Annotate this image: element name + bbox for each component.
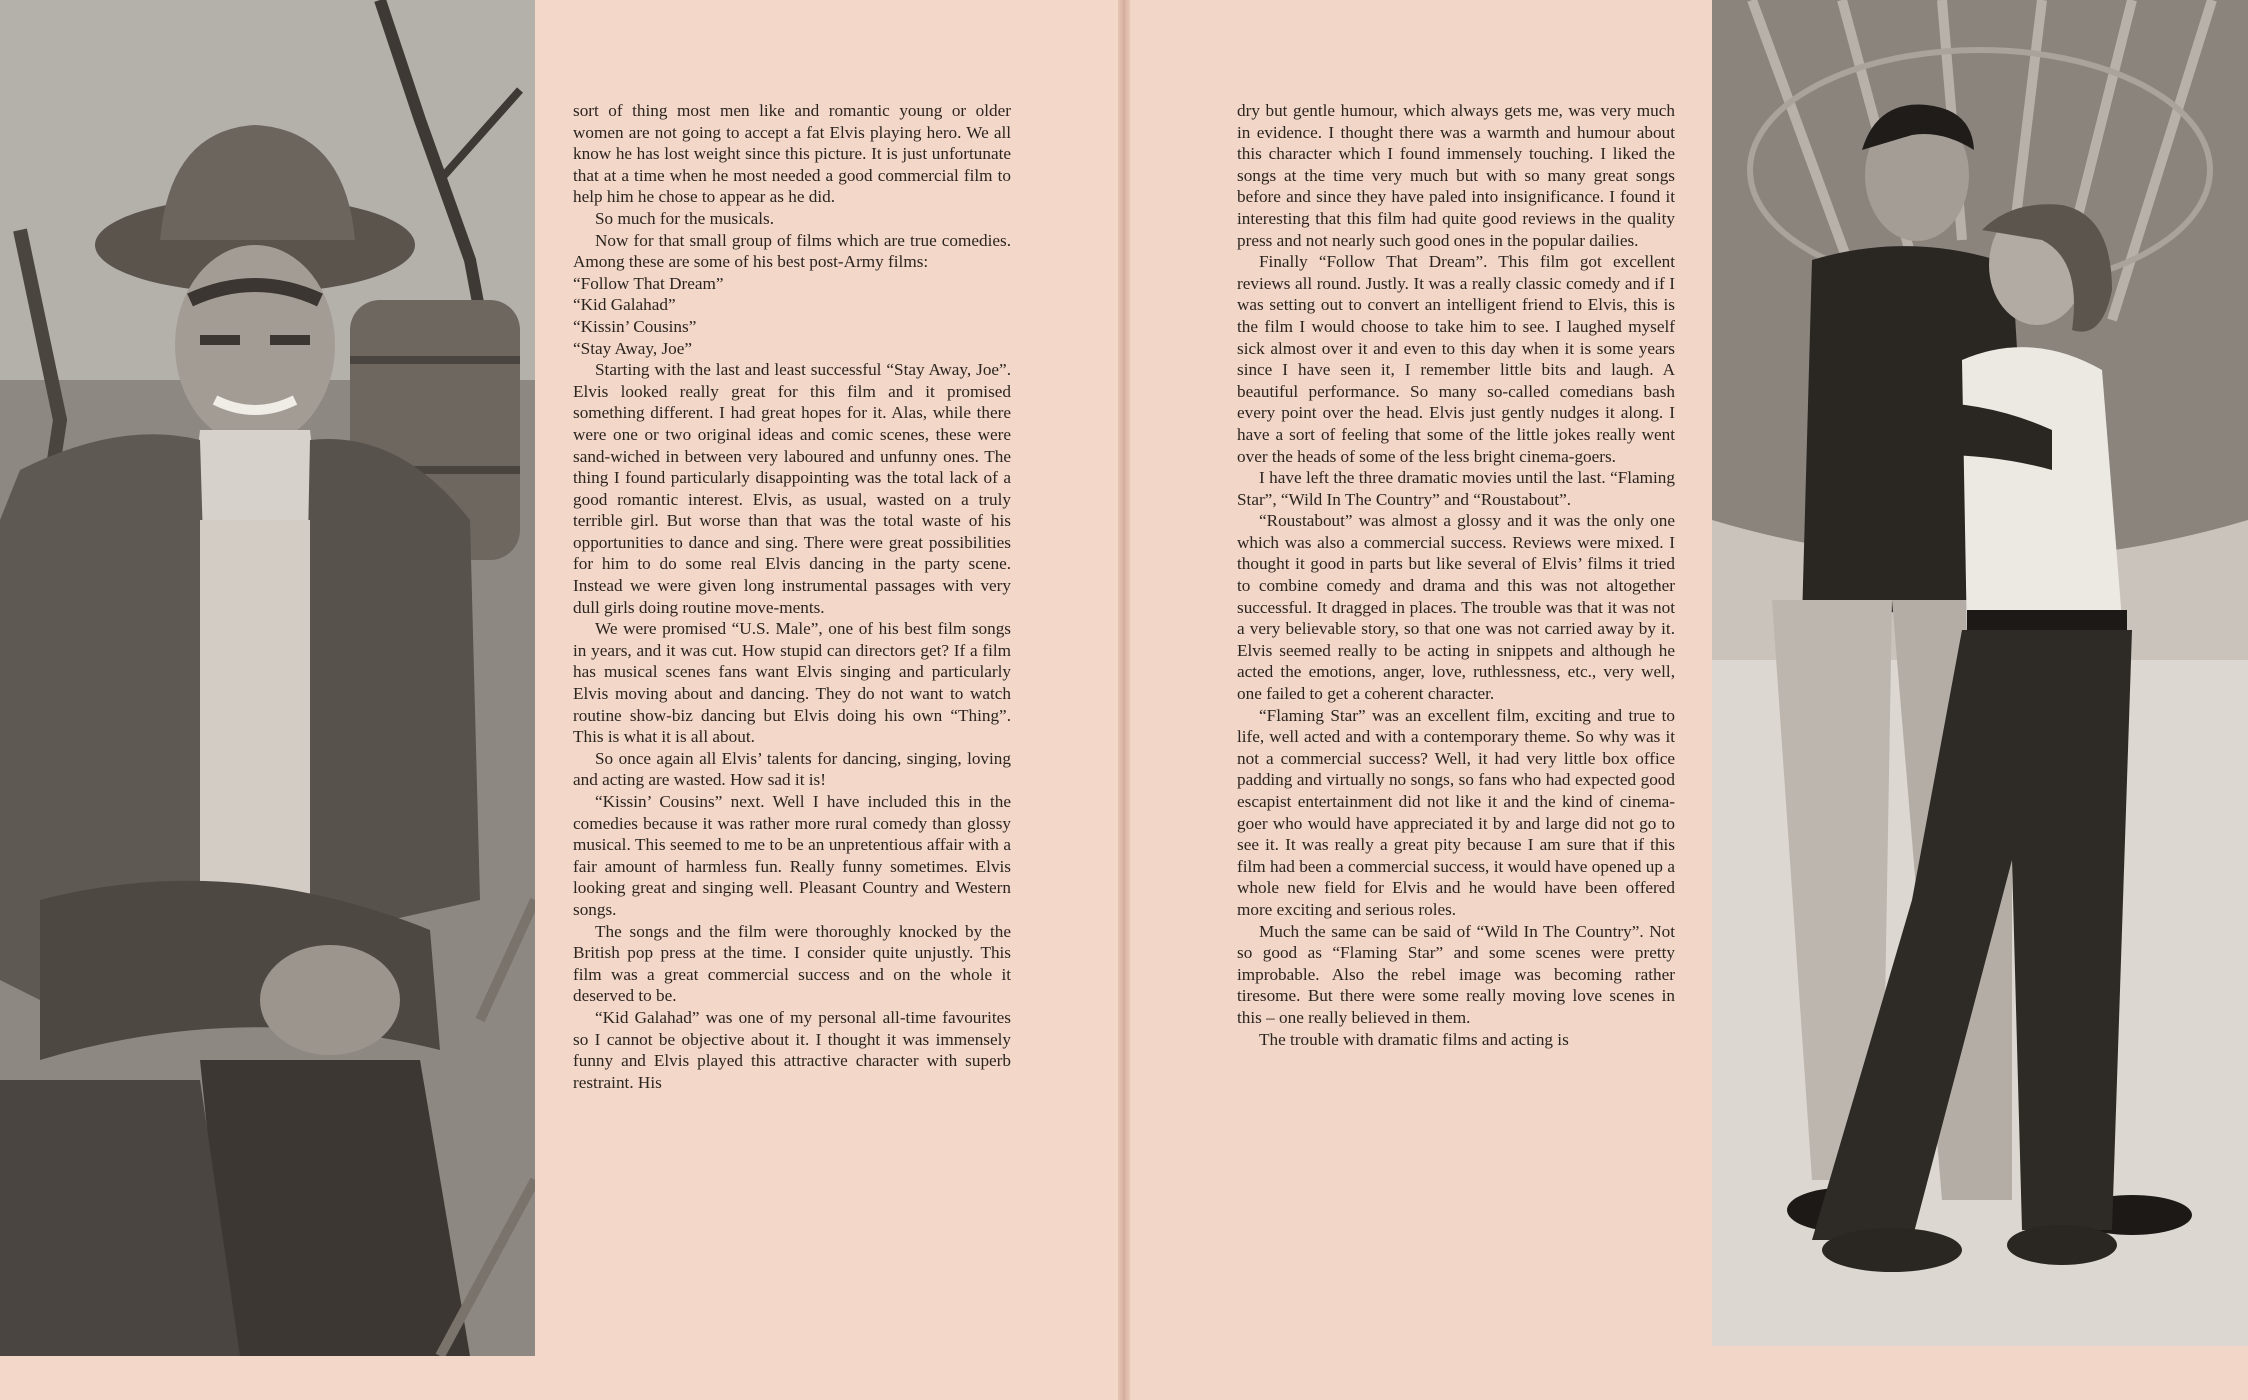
paragraph: Much the same can be said of “Wild In The Country”. Not so good as “Flaming Star” and some scenes were pretty improbable. Also the rebel image was becoming rather tiresome. But there were some really moving love scenes in this – one really believed in them. (1237, 921, 1675, 1027)
cowboy-portrait-photo (0, 0, 535, 1356)
paragraph: The songs and the film were thoroughly knocked by the British pop press at the time. I consider quite unjustly. This film was a great commercial success and on the whole it deserved to be. (573, 921, 1011, 1006)
paragraph: I have left the three dramatic movies until the last. “Flaming Star”, “Wild In The Country” and “Roustabout”. (1237, 468, 1675, 509)
film-list-item: “Kid Galahad” (573, 295, 676, 315)
paragraph: “Kid Galahad” was one of my personal all-time favourites so I cannot be objective about it. I thought it was immensely funny and Elvis played this attractive character with superb restraint. His (573, 1007, 1011, 1092)
paragraph: We were promised “U.S. Male”, one of his best film songs in years, and it was cut. How stupid can directors get? If a film has musical scenes fans want Elvis singing and particularly Elvis moving about and dancing. They do not want to watch routine show-biz dancing but Elvis doing his own “Thing”. This is what it is all about. (573, 619, 1011, 747)
paragraph: “Roustabout” was almost a glossy and it was the only one which was also a commercial success. Reviews were mixed. I thought it good in parts but like several of Elvis’ films it tried to combine comedy and drama and this was not altogether successful. It dragged in places. The trouble was that it was not a very believable story, so that one was not carried away by it. Elvis seemed really to be acting in snippets and although he acted the emotions, anger, love, ruthlessness, etc., very well, one failed to get a coherent character. (1237, 511, 1675, 704)
page-gutter (1118, 0, 1130, 1400)
article-column-right (1237, 100, 1675, 1050)
cowboy-photo-illustration (0, 0, 535, 1356)
couple-photo-illustration (1712, 0, 2248, 1346)
paragraph: Now for that small group of films which are true comedies. Among these are some of his best post-Army films: (573, 230, 1011, 272)
paragraph: “Flaming Star” was an excellent film, exciting and true to life, well acted and with a contemporary theme. So why was it not a commercial success? Well, it had very little box office padding and virtually no songs, so fans who had expected good escapist entertainment did not like it and the kind of cinema-goer who would have appreciated it by and large did not go to see it. It was really a great pity because I am sure that if this film had been a commercial success, it would have opened up a whole new field for Elvis and he would have been offered more exciting and serious roles. (1237, 705, 1675, 919)
paragraph: Starting with the last and least successful “Stay Away, Joe”. Elvis looked really great for this film and it promised something different. I had great hopes for it. Alas, while there were one or two original ideas and comic scenes, these were sand-wiched in between very laboured and unfunny ones. The thing I found particularly disappointing was the total lack of a good romantic interest. Elvis, as usual, wasted on a truly terrible girl. But worse than that was the total waste of his opportunities to dance and sing. There were great possibilities for him to do some real Elvis dancing in the party scene. Instead we were given long instrumental passages with very dull girls doing routine move-ments. (573, 360, 1011, 617)
paragraph: “Kissin’ Cousins” next. Well I have included this in the comedies because it was rather more rural comedy than glossy musical. This seemed to me to be an unpretentious affair with a fair amount of harmless fun. Really funny sometimes. Elvis looking great and singing well. Pleasant Country and Western songs. (573, 792, 1011, 919)
paragraph: The trouble with dramatic films and acting is (1259, 1029, 1569, 1049)
paragraph: dry but gentle humour, which always gets me, was very much in evidence. I thought there was a warmth and humour about this character which I found immensely touching. I liked the songs at the time very much but with so many great songs before and since they have paled into insignificance. I found it interesting that this film had quite good reviews in the quality press and not nearly such good ones in the popular dailies. (1237, 101, 1675, 250)
paragraph: Finally “Follow That Dream”. This film got excellent reviews all round. Justly. It was a really classic comedy and if I was setting out to convert an intelligent friend to Elvis, this is the film I would choose to take him to see. I laughed myself sick almost over it and even to this day when it is some years since I have seen it, I remember little bits and laugh. A beautiful performance. So many so-called comedians bash every point over the head. Elvis just gently nudges it along. I have a sort of feeling that some of the little jokes really went over the heads of some of the less bright cinema-goers. (1237, 252, 1675, 466)
paragraph: So much for the musicals. (595, 208, 775, 228)
film-list-item: “Stay Away, Joe” (573, 338, 693, 358)
paragraph: sort of thing most men like and romantic young or older women are not going to accept a fat Elvis playing hero. We all know he has lost weight since this picture. It is just unfortunate that at a time when he most needed a good commercial film to help him he chose to appear as he did. (573, 101, 1011, 207)
article-column-left (573, 100, 1011, 1093)
paragraph: So once again all Elvis’ talents for dancing, singing, loving and acting are wasted. How sad it is! (573, 748, 1011, 790)
embracing-couple-photo (1712, 0, 2248, 1346)
film-list-item: “Kissin’ Cousins” (573, 316, 697, 336)
film-list-item: “Follow That Dream” (573, 273, 724, 293)
